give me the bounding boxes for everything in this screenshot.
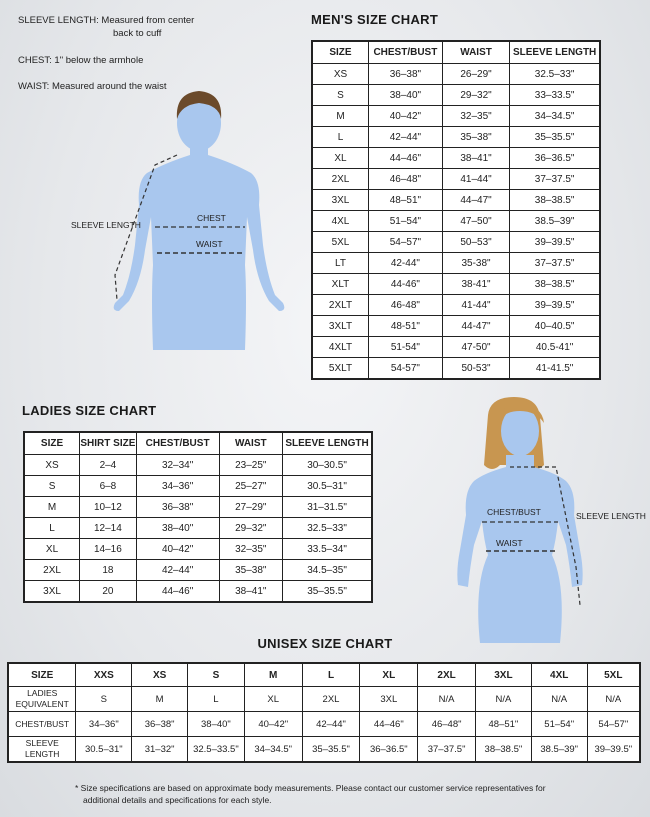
table-row [312, 253, 600, 274]
men-chest-label: CHEST [197, 213, 226, 223]
row-label-cell: M [24, 497, 80, 518]
note-sleeve-line1: SLEEVE LENGTH: Measured from center [18, 15, 195, 26]
row-label-cell: XLT [312, 274, 368, 295]
table-cell: 50-53" [442, 358, 509, 380]
table-cell: 38–38.5" [510, 274, 600, 295]
men-waist-label: WAIST [196, 239, 223, 249]
table-cell: 37–37.5" [510, 169, 600, 190]
footer-line2: additional details and specifications for each style. [83, 795, 272, 805]
ladies-header-cell: CHEST/BUST [136, 432, 219, 455]
table-row [312, 190, 600, 211]
table-cell: 20 [80, 581, 137, 603]
table-row [312, 85, 600, 106]
table-cell: 32–35" [219, 539, 283, 560]
unisex-header-cell: XL [360, 663, 418, 687]
table-cell: 41-44" [442, 295, 509, 316]
table-cell: 30.5–31" [76, 737, 132, 763]
ladies-size-table [23, 431, 373, 603]
table-cell: 50–53" [442, 232, 509, 253]
table-cell: N/A [531, 687, 587, 712]
table-cell: 36–36.5" [360, 737, 418, 763]
table-cell: 44-46" [368, 274, 442, 295]
table-cell: 38–38.5" [510, 190, 600, 211]
unisex-header-cell: 4XL [531, 663, 587, 687]
table-cell: 36–38" [368, 64, 442, 85]
row-label-cell: 4XLT [312, 337, 368, 358]
men-sleeve-label: SLEEVE LENGTH [71, 220, 141, 230]
table-cell: 51–54" [531, 712, 587, 737]
table-cell: 38–41" [442, 148, 509, 169]
table-cell: 48–51" [476, 712, 532, 737]
row-label-cell: 5XLT [312, 358, 368, 380]
unisex-header-row [8, 663, 640, 687]
unisex-header-cell: 5XL [587, 663, 640, 687]
table-cell: 48–51" [368, 190, 442, 211]
table-cell: 40–42" [136, 539, 219, 560]
table-cell: 10–12 [80, 497, 137, 518]
table-row [24, 581, 372, 603]
unisex-chart-title: UNISEX SIZE CHART [257, 636, 393, 651]
footer-line1: * Size specifications are based on approximate body measurements. Please contact our customer service representatives for [75, 783, 546, 793]
table-cell: 38-41" [442, 274, 509, 295]
row-label-cell: 2XLT [312, 295, 368, 316]
ladies-header-cell: SLEEVE LENGTH [283, 432, 372, 455]
table-row [8, 687, 640, 712]
table-row [312, 274, 600, 295]
row-label-cell: XS [312, 64, 368, 85]
table-row [24, 560, 372, 581]
table-cell: 34–34.5" [244, 737, 302, 763]
table-cell: 25–27" [219, 476, 283, 497]
table-cell: 35–38" [442, 127, 509, 148]
table-row [312, 316, 600, 337]
table-cell: M [132, 687, 188, 712]
table-row [8, 737, 640, 763]
table-cell: 44–46" [360, 712, 418, 737]
table-cell: 33.5–34" [283, 539, 372, 560]
row-label-cell: 4XL [312, 211, 368, 232]
table-cell: 2–4 [80, 455, 137, 476]
table-cell: 23–25" [219, 455, 283, 476]
table-row [312, 127, 600, 148]
table-row [312, 106, 600, 127]
row-label-cell: L [312, 127, 368, 148]
row-label-cell: 2XL [312, 169, 368, 190]
table-cell: 42-44" [368, 253, 442, 274]
unisex-header-cell: 3XL [476, 663, 532, 687]
table-cell: 6–8 [80, 476, 137, 497]
note-chest: CHEST: 1" below the armhole [18, 55, 144, 66]
table-cell: 40.5-41" [510, 337, 600, 358]
table-cell: 42–44" [136, 560, 219, 581]
note-sleeve-line2: back to cuff [113, 28, 162, 39]
table-cell: 41–44" [442, 169, 509, 190]
note-waist: WAIST: Measured around the waist [18, 81, 167, 92]
row-label-cell: S [312, 85, 368, 106]
row-label-cell: LT [312, 253, 368, 274]
table-cell: 42–44" [302, 712, 360, 737]
table-cell: 51–54" [368, 211, 442, 232]
table-cell: 31–31.5" [283, 497, 372, 518]
row-label-cell: 3XLT [312, 316, 368, 337]
table-cell: 41-41.5" [510, 358, 600, 380]
table-cell: 31–32" [132, 737, 188, 763]
table-cell: 34.5–35" [283, 560, 372, 581]
unisex-header-cell: M [244, 663, 302, 687]
table-row [24, 476, 372, 497]
table-cell: 2XL [302, 687, 360, 712]
table-row [24, 539, 372, 560]
table-cell: 40–40.5" [510, 316, 600, 337]
row-label-cell: 2XL [24, 560, 80, 581]
footer-note [75, 782, 595, 806]
table-cell: 18 [80, 560, 137, 581]
table-cell: N/A [587, 687, 640, 712]
table-cell: 30–30.5" [283, 455, 372, 476]
table-cell: L [188, 687, 245, 712]
table-cell: 32.5–33" [283, 518, 372, 539]
table-cell: 51-54" [368, 337, 442, 358]
table-row [312, 211, 600, 232]
table-cell: 29–32" [442, 85, 509, 106]
ladies-waist-label: WAIST [496, 538, 523, 548]
table-cell: 30.5–31" [283, 476, 372, 497]
table-row [312, 148, 600, 169]
table-cell: 47–50" [442, 211, 509, 232]
table-cell: 3XL [360, 687, 418, 712]
table-row [312, 358, 600, 380]
table-cell: 44–47" [442, 190, 509, 211]
table-row [24, 497, 372, 518]
ladies-header-cell: SIZE [24, 432, 80, 455]
table-cell: 32–35" [442, 106, 509, 127]
row-label-cell: 3XL [312, 190, 368, 211]
table-cell: 39–39.5" [510, 232, 600, 253]
table-cell: 38–40" [368, 85, 442, 106]
table-cell: 38.5–39" [510, 211, 600, 232]
row-label-cell: M [312, 106, 368, 127]
table-cell: S [76, 687, 132, 712]
unisex-size-table [7, 662, 641, 763]
mens-header-cell: SIZE [312, 41, 368, 64]
table-cell: 54-57" [368, 358, 442, 380]
table-cell: 48-51" [368, 316, 442, 337]
mens-size-table [311, 40, 601, 380]
table-cell: 46-48" [368, 295, 442, 316]
table-cell: 12–14 [80, 518, 137, 539]
table-cell: 39–39.5" [510, 295, 600, 316]
table-cell: 27–29" [219, 497, 283, 518]
unisex-header-cell: S [188, 663, 245, 687]
row-label-cell: SLEEVE LENGTH [8, 737, 76, 763]
table-row [312, 337, 600, 358]
table-cell: 54–57" [587, 712, 640, 737]
table-cell: 42–44" [368, 127, 442, 148]
table-cell: 32–34" [136, 455, 219, 476]
table-cell: 40–42" [244, 712, 302, 737]
table-cell: 29–32" [219, 518, 283, 539]
table-cell: 46–48" [368, 169, 442, 190]
table-cell: 32.5–33.5" [188, 737, 245, 763]
table-cell: 37–37.5" [510, 253, 600, 274]
row-label-cell: XS [24, 455, 80, 476]
ladies-header-cell: WAIST [219, 432, 283, 455]
table-cell: 44–46" [136, 581, 219, 603]
row-label-cell: LADIES EQUIVALENT [8, 687, 76, 712]
unisex-header-cell: XS [132, 663, 188, 687]
table-cell: 44-47" [442, 316, 509, 337]
table-cell: 32.5–33" [510, 64, 600, 85]
mens-header-row [312, 41, 600, 64]
table-cell: 34–34.5" [510, 106, 600, 127]
table-cell: 33–33.5" [510, 85, 600, 106]
unisex-header-cell: L [302, 663, 360, 687]
table-row [312, 169, 600, 190]
ladies-chart-title: LADIES SIZE CHART [22, 403, 157, 418]
table-cell: N/A [476, 687, 532, 712]
table-cell: 36–38" [132, 712, 188, 737]
table-row [24, 518, 372, 539]
table-cell: 36–38" [136, 497, 219, 518]
table-cell: 40–42" [368, 106, 442, 127]
table-cell: 44–46" [368, 148, 442, 169]
table-row [312, 64, 600, 85]
mens-chart-title: MEN'S SIZE CHART [311, 12, 439, 27]
table-cell: 35-38" [442, 253, 509, 274]
ladies-header-row [24, 432, 372, 455]
table-cell: 38.5–39" [531, 737, 587, 763]
note-sleeve [18, 14, 194, 40]
table-cell: 35–35.5" [302, 737, 360, 763]
unisex-header-cell: XXS [76, 663, 132, 687]
table-cell: 46–48" [418, 712, 476, 737]
table-cell: 37–37.5" [418, 737, 476, 763]
table-cell: XL [244, 687, 302, 712]
table-row [8, 712, 640, 737]
table-cell: N/A [418, 687, 476, 712]
row-label-cell: 3XL [24, 581, 80, 603]
row-label-cell: CHEST/BUST [8, 712, 76, 737]
ladies-sleeve-label: SLEEVE LENGTH [576, 511, 646, 521]
mens-header-cell: WAIST [442, 41, 509, 64]
row-label-cell: S [24, 476, 80, 497]
row-label-cell: 5XL [312, 232, 368, 253]
row-label-cell: L [24, 518, 80, 539]
mens-header-cell: SLEEVE LENGTH [510, 41, 600, 64]
ladies-body [457, 455, 582, 643]
table-cell: 36–36.5" [510, 148, 600, 169]
table-cell: 47-50" [442, 337, 509, 358]
mens-header-cell: CHEST/BUST [368, 41, 442, 64]
table-row [312, 232, 600, 253]
table-cell: 14–16 [80, 539, 137, 560]
table-cell: 26–29" [442, 64, 509, 85]
table-cell: 38–38.5" [476, 737, 532, 763]
table-cell: 54–57" [368, 232, 442, 253]
table-row [24, 455, 372, 476]
table-cell: 38–41" [219, 581, 283, 603]
table-cell: 35–35.5" [510, 127, 600, 148]
row-label-cell: XL [312, 148, 368, 169]
table-cell: 38–40" [188, 712, 245, 737]
table-cell: 35–38" [219, 560, 283, 581]
table-row [312, 295, 600, 316]
table-cell: 34–36" [136, 476, 219, 497]
ladies-chest-label: CHEST/BUST [487, 507, 541, 517]
row-label-cell: XL [24, 539, 80, 560]
unisex-header-cell: 2XL [418, 663, 476, 687]
unisex-header-cell: SIZE [8, 663, 76, 687]
table-cell: 35–35.5" [283, 581, 372, 603]
table-cell: 39–39.5" [587, 737, 640, 763]
table-cell: 38–40" [136, 518, 219, 539]
ladies-header-cell: SHIRT SIZE [80, 432, 137, 455]
table-cell: 34–36" [76, 712, 132, 737]
